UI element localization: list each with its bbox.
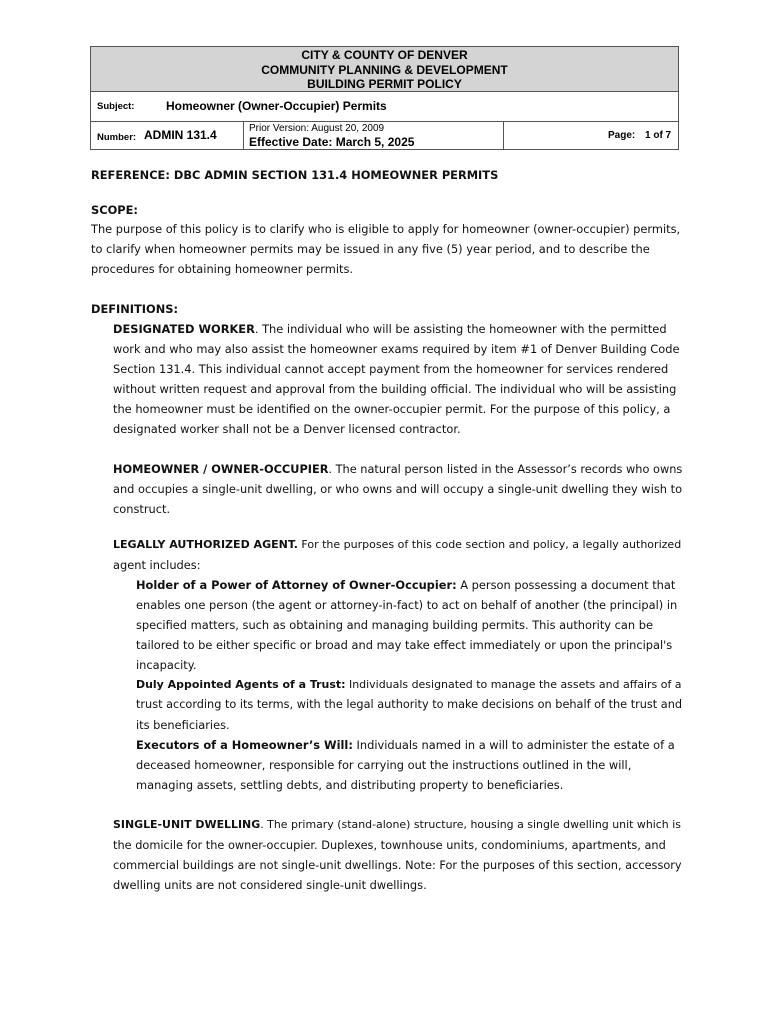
- policy-header-title: [91, 47, 678, 92]
- definition-text: . The natural person listed in the Assessor’s records who owns: [328, 462, 683, 476]
- agent-item-trust: [136, 675, 682, 735]
- header-title-line: BUILDING PERMIT POLICY: [307, 77, 462, 91]
- definition-term: SINGLE-UNIT DWELLING: [113, 818, 261, 831]
- definition-line: commercial buildings are not single-unit dwellings. Note: For the purposes of this section, accessory: [113, 858, 682, 872]
- effective-date: Effective Date: March 5, 2025: [249, 135, 415, 149]
- agent-item-line: incapacity.: [136, 658, 197, 672]
- definition-term: LEGALLY AUTHORIZED AGENT.: [113, 538, 298, 551]
- header-title-line: COMMUNITY PLANNING & DEVELOPMENT: [261, 62, 508, 77]
- agent-item-term: Holder of a Power of Attorney of Owner-Occupier:: [136, 578, 457, 592]
- definition-line: designated worker shall not be a Denver licensed contractor.: [113, 422, 461, 436]
- definition-homeowner: [113, 459, 682, 519]
- scope-paragraph: [91, 219, 680, 279]
- definition-first-line: [113, 815, 682, 835]
- definition-first-line: [113, 459, 682, 479]
- agent-item-term: Duly Appointed Agents of a Trust:: [136, 678, 346, 691]
- number-cell: [91, 122, 244, 149]
- definition-legally-authorized-agent: [113, 535, 681, 575]
- definition-term: HOMEOWNER / OWNER-OCCUPIER: [113, 462, 329, 476]
- agent-item-power-of-attorney: [136, 575, 677, 675]
- number-value: ADMIN 131.4: [144, 128, 217, 142]
- agent-item-executors: [136, 735, 675, 795]
- number-version-row: [91, 122, 678, 149]
- agent-item-first-line: [136, 575, 677, 595]
- subject-row: [91, 92, 678, 122]
- agent-item-text: Individuals named in a will to administer the estate of a: [352, 738, 675, 752]
- scope-line: The purpose of this policy is to clarify who is eligible to apply for homeowner (owner-occupier) permits,: [91, 222, 681, 236]
- subject-value: Homeowner (Owner-Occupier) Permits: [166, 99, 387, 113]
- agent-item-text: Individuals designated to manage the assets and affairs of a: [345, 678, 682, 691]
- definition-first-line: [113, 535, 681, 555]
- definition-line: work and who may also assist the homeowner exams required by item #1 of Denver Building Code: [113, 342, 680, 356]
- definition-single-unit-dwelling: [113, 815, 682, 895]
- header-title-line: CITY & COUNTY OF DENVER: [301, 48, 468, 62]
- scope-line: procedures for obtaining homeowner permits.: [91, 262, 354, 276]
- subject-label: Subject:: [97, 101, 135, 112]
- scope-line: to clarify when homeowner permits may be issued in any five (5) year period, and to describe the: [91, 242, 650, 256]
- definition-line: and occupies a single-unit dwelling, or who owns and will occupy a single-unit dwelling they wish to: [113, 482, 683, 496]
- agent-item-line: tailored to be either specific or broad and may take effect immediately or upon the principal's: [136, 638, 673, 652]
- agent-item-line: deceased homeowner, responsible for carrying out the instructions outlined in the will,: [136, 758, 632, 772]
- definition-line: without written request and approval from the building official. The individual who will be assisting: [113, 382, 677, 396]
- page-label: Page:: [608, 130, 636, 141]
- definition-text: For the purposes of this code section and policy, a legally authorized: [297, 538, 682, 551]
- policy-header-table: [90, 46, 679, 150]
- page-cell: [504, 122, 678, 149]
- definition-designated-worker: [113, 319, 679, 439]
- definition-first-line: [113, 319, 679, 339]
- agent-item-line: its beneficiaries.: [136, 718, 230, 732]
- definition-text: . The individual who will be assisting the homeowner with the permitted: [254, 322, 667, 336]
- definition-line: Section 131.4. This individual cannot accept payment from the homeowner for services rendered: [113, 362, 669, 376]
- agent-item-line: managing assets, settling debts, and distributing property to beneficiaries.: [136, 778, 564, 792]
- definition-text: . The primary (stand-alone) structure, housing a single dwelling unit which is: [260, 818, 681, 831]
- definition-line: agent includes:: [113, 558, 201, 572]
- agent-item-line: trust according to its terms, with the legal authority to make decisions on behalf of the trust and: [136, 698, 683, 711]
- version-cell: [244, 122, 504, 149]
- agent-item-first-line: [136, 735, 675, 755]
- definitions-heading: DEFINITIONS:: [91, 302, 179, 316]
- agent-item-first-line: [136, 675, 682, 695]
- definition-line: the domicile for the owner-occupier. Duplexes, townhouse units, condominiums, apartments, and: [113, 838, 666, 852]
- agent-item-term: Executors of a Homeowner’s Will:: [136, 738, 353, 752]
- agent-item-line: enables one person (the agent or attorney-in-fact) to act on behalf of another (the principal) in: [136, 598, 678, 612]
- definition-line: the homeowner must be identified on the owner-occupier permit. For the purpose of this policy, a: [113, 402, 671, 416]
- page-number: 1 of 7: [645, 130, 672, 141]
- prior-version: Prior Version: August 20, 2009: [249, 123, 385, 134]
- agent-item-line: specified matters, such as obtaining and managing building permits. This authority can be: [136, 618, 653, 632]
- definition-line: dwelling units are not considered single-unit dwellings.: [113, 878, 427, 892]
- agent-item-text: A person possessing a document that: [456, 578, 676, 592]
- number-label: Number:: [97, 132, 137, 143]
- definition-line: construct.: [113, 502, 171, 516]
- scope-heading: SCOPE:: [91, 203, 138, 217]
- reference-line: REFERENCE: DBC ADMIN SECTION 131.4 HOMEOWNER PERMITS: [91, 168, 499, 182]
- definition-term: DESIGNATED WORKER: [113, 322, 255, 336]
